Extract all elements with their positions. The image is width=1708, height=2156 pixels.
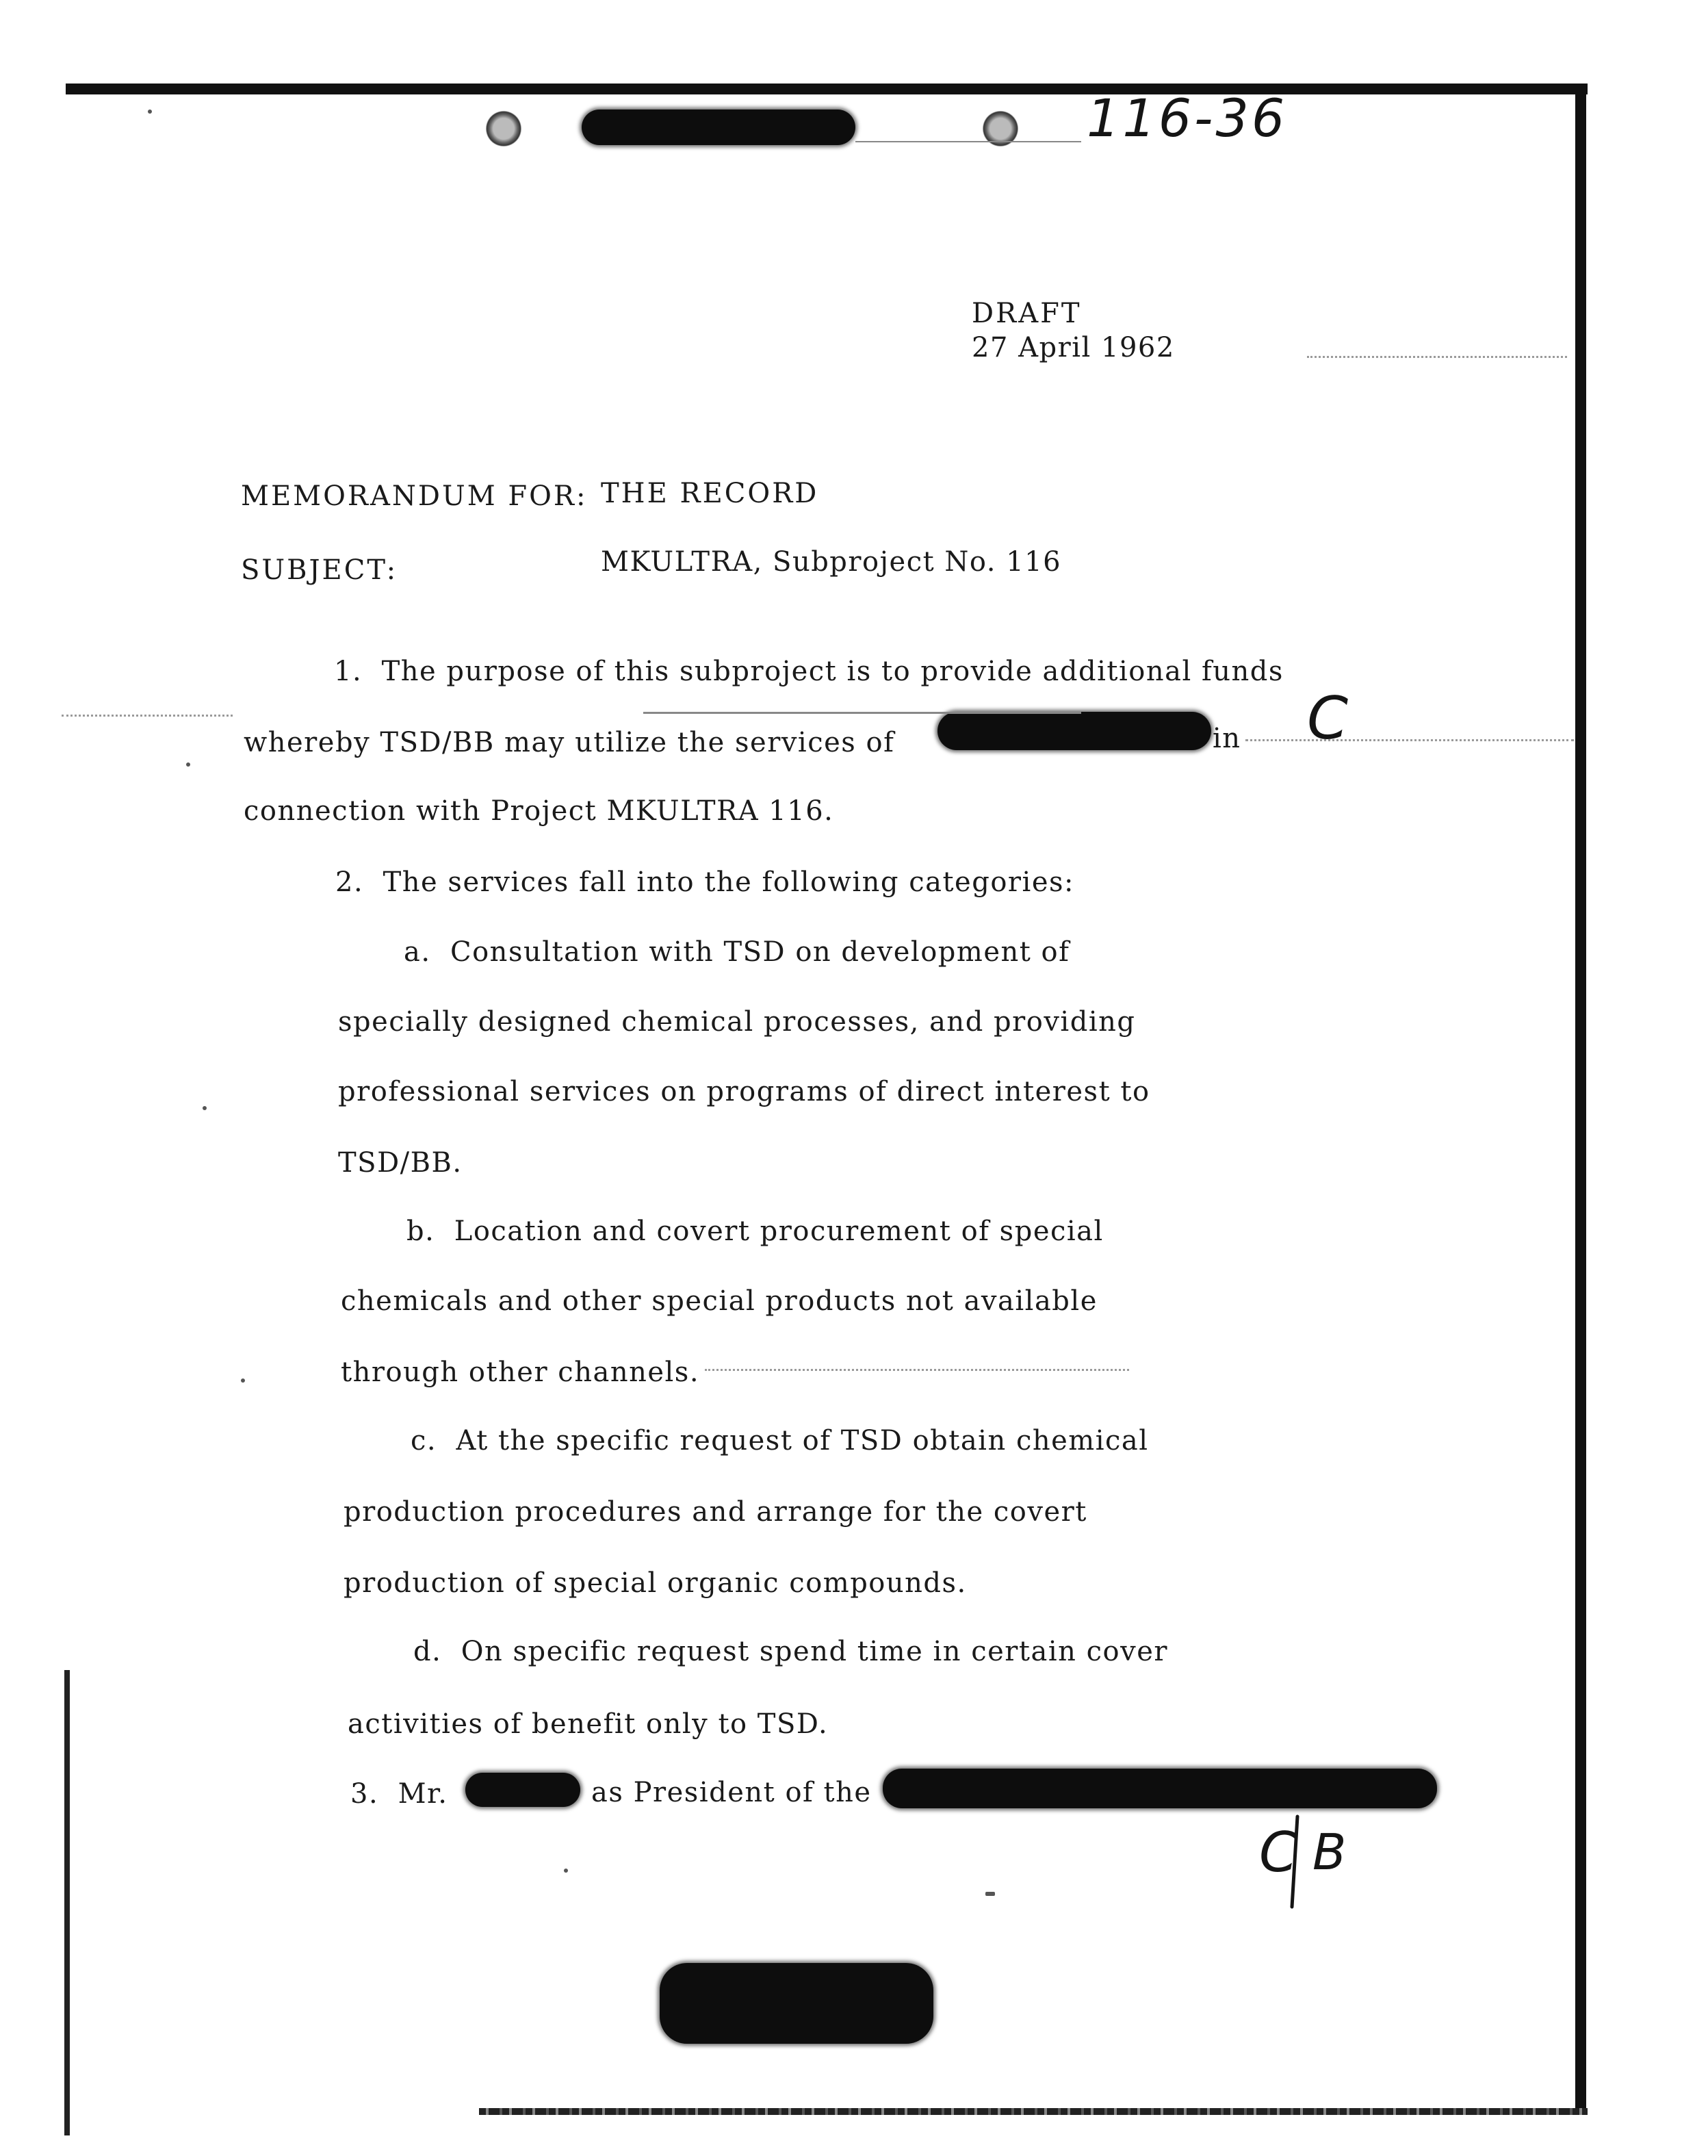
p1-line-2a: whereby TSD/BB may utilize the services of bbox=[244, 727, 895, 758]
p3-middle: as President of the bbox=[591, 1777, 872, 1808]
redaction-p1-name bbox=[937, 712, 1211, 750]
redaction-p3-name bbox=[465, 1773, 580, 1807]
item-a-line-4: TSD/BB. bbox=[338, 1147, 463, 1179]
handwritten-initial-c: C bbox=[1259, 1821, 1297, 1884]
handwritten-file-number: 116-36 bbox=[1087, 88, 1288, 149]
handwritten-slash bbox=[1288, 1814, 1304, 1910]
item-c-line-2: production procedures and arrange for the covert bbox=[344, 1496, 1087, 1528]
item-b-line-2: chemicals and other special products not available bbox=[341, 1285, 1098, 1317]
item-c-line-3: production of special organic compounds. bbox=[344, 1567, 967, 1599]
scan-speck bbox=[203, 1106, 207, 1110]
item-a-line-3: professional services on programs of direct interest to bbox=[338, 1076, 1150, 1107]
scan-bottom-border bbox=[479, 2108, 1588, 2115]
draft-label: DRAFT bbox=[972, 298, 1082, 329]
scan-speck bbox=[241, 1378, 245, 1383]
memo-for-label: MEMORANDUM FOR: bbox=[241, 480, 588, 512]
p3-start: 3. Mr. bbox=[350, 1778, 448, 1810]
scan-artifact bbox=[1307, 356, 1567, 360]
redaction-header bbox=[582, 110, 855, 145]
scan-artifact bbox=[643, 712, 1081, 716]
scan-artifact bbox=[1245, 739, 1574, 743]
p1-line-1: 1. The purpose of this subproject is to provide additional funds bbox=[334, 656, 1284, 687]
memo-date: 27 April 1962 bbox=[972, 332, 1175, 363]
memo-for-value: THE RECORD bbox=[601, 478, 819, 509]
item-a-line-2: specially designed chemical processes, and providing bbox=[338, 1006, 1136, 1038]
p1-line-2b: in bbox=[1213, 723, 1241, 754]
handwritten-margin-c: C bbox=[1307, 684, 1349, 753]
scan-artifact bbox=[62, 715, 233, 719]
p2-intro: 2. The services fall into the following categories: bbox=[335, 867, 1074, 898]
scan-speck bbox=[148, 110, 152, 114]
subject-value: MKULTRA, Subproject No. 116 bbox=[601, 546, 1062, 578]
item-d-line-1: d. On specific request spend time in certain cover bbox=[413, 1636, 1168, 1667]
item-a-line-1: a. Consultation with TSD on development of bbox=[404, 936, 1070, 968]
scan-left-border bbox=[64, 1670, 70, 2135]
item-d-line-2: activities of benefit only to TSD. bbox=[348, 1708, 829, 1740]
redaction-p3-org bbox=[883, 1769, 1437, 1808]
scan-speck bbox=[564, 1869, 568, 1873]
underline-header bbox=[855, 141, 1081, 144]
subject-label: SUBJECT: bbox=[241, 554, 398, 586]
scan-right-border bbox=[1575, 84, 1586, 2109]
p1-line-3: connection with Project MKULTRA 116. bbox=[244, 795, 834, 827]
item-b-line-1: b. Location and covert procurement of special bbox=[406, 1216, 1104, 1247]
handwritten-initial-b: B bbox=[1312, 1823, 1347, 1881]
item-c-line-1: c. At the specific request of TSD obtain chemical bbox=[411, 1425, 1149, 1456]
item-b-line-3: through other channels. bbox=[341, 1357, 700, 1388]
scan-speck bbox=[186, 762, 190, 767]
scan-speck bbox=[985, 1892, 995, 1896]
punch-hole-left bbox=[483, 108, 524, 149]
scan-artifact bbox=[705, 1369, 1129, 1373]
scan-top-border bbox=[66, 84, 1588, 94]
redaction-footer bbox=[660, 1963, 933, 2044]
